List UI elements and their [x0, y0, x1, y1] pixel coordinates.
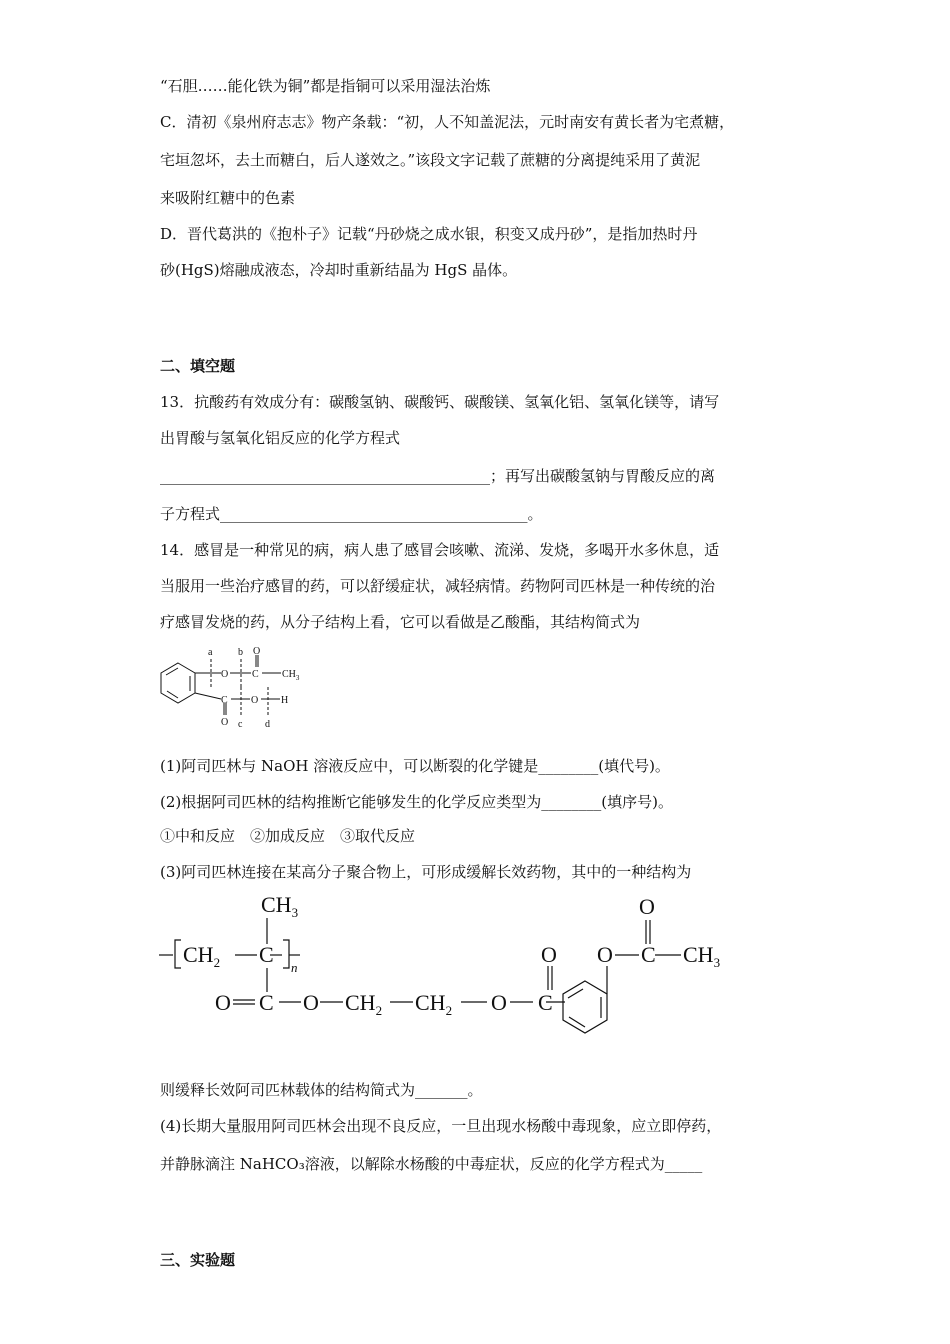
section-fill-in-title: 二、填空题	[160, 357, 236, 375]
q13-line-1: 13．抗酸药有效成分有：碳酸氢钠、碳酸钙、碳酸镁、氢氧化铝、氢氧化镁等，请写	[160, 393, 720, 411]
poly-ch3-top: $CH_3$	[261, 892, 299, 920]
option-b-tail: “石胆……能化铁为铜”都是指铜可以采用湿法治炼	[160, 77, 491, 95]
q13-line-4: 子方程式_________________________________________。	[160, 505, 543, 523]
poly-o-ester: O	[303, 990, 319, 1015]
atom-o-ester: O	[221, 669, 229, 680]
q14-part-3: (3)阿司匹林连接在某高分子聚合物上，可形成缓解长效药物，其中的一种结构为	[160, 863, 692, 881]
q14-part-1: (1)阿司匹林与 NaOH 溶液反应中，可以断裂的化学键是________(填代号)。	[160, 757, 670, 775]
section-experiment-title: 三、实验题	[160, 1251, 236, 1269]
option-d-line-2: 砂(HgS)熔融成液态，冷却时重新结晶为 HgS 晶体。	[160, 261, 518, 279]
aspirin-structure	[155, 645, 315, 735]
q14-line-3: 疗感冒发烧的药，从分子结构上看，它可以看做是乙酸酯，其结构简式为	[160, 613, 641, 631]
bond-label-c: c	[238, 719, 243, 730]
bond-label-a: a	[208, 647, 213, 658]
atom-c-carboxyl: C	[221, 695, 228, 706]
q14-options: ①中和反应 ②加成反应 ③取代反应	[160, 827, 416, 845]
bond-label-d: d	[265, 719, 270, 730]
polymer-aspirin-structure	[155, 888, 755, 1048]
poly-c-aryl-ester: C	[538, 990, 553, 1015]
poly-o-acetyl-top: O	[639, 894, 655, 919]
q14-part-3-answer: 则缓释长效阿司匹林载体的结构简式为_______。	[160, 1081, 483, 1099]
poly-o-link: O	[491, 990, 507, 1015]
q14-line-1: 14．感冒是一种常见的病，病人患了感冒会咳嗽、流涕、发烧，多喝开水多休息，适	[160, 541, 720, 559]
poly-o-carbonyl-2: O	[541, 942, 557, 967]
q14-line-2: 当服用一些治疗感冒的药，可以舒缓症状，减轻病情。药物阿司匹林是一种传统的治	[160, 577, 716, 595]
atom-o-top: O	[253, 646, 261, 657]
poly-repeat-n: n	[291, 960, 298, 975]
poly-c-main: C	[259, 942, 274, 967]
bond-label-b: b	[238, 647, 243, 658]
atom-o-carbonyl: O	[221, 717, 229, 728]
q13-line-2: 出胃酸与氢氧化铝反应的化学方程式	[160, 429, 401, 447]
q14-part-2: (2)根据阿司匹林的结构推断它能够发生的化学反应类型为________(填序号)。	[160, 793, 673, 811]
atom-o-hydroxyl: O	[251, 695, 259, 706]
atom-h: H	[281, 695, 289, 706]
option-c-line-1: C．清初《泉州府志志》物产条载：“初，人不知盖泥法，元时南安有黄长者为宅煮糖，	[160, 113, 735, 131]
option-c-line-2: 宅垣忽坏，去土而糖白，后人遂效之。”该段文字记载了蔗糖的分离提纯采用了黄泥	[160, 151, 701, 169]
poly-ch3-acetyl: $CH_3$	[683, 942, 721, 970]
poly-ch2: $CH_2$	[183, 942, 221, 970]
q14-part-4-line-1: (4)长期大量服用阿司匹林会出现不良反应，一旦出现水杨酸中毒现象，应立即停药，	[160, 1117, 722, 1135]
atom-c-acetyl: C	[252, 669, 259, 680]
q13-line-3: ____________________________________________；再写出碳酸氢钠与胃酸反应的离	[160, 467, 716, 485]
q14-part-4-line-2: 并静脉滴注 NaHCO₃溶液，以解除水杨酸的中毒症状，反应的化学方程式为_____	[160, 1155, 703, 1173]
poly-ch2-b: $CH_2$	[415, 990, 453, 1018]
poly-c-acetyl: C	[641, 942, 656, 967]
poly-o-carbonyl: O	[215, 990, 231, 1015]
option-c-line-3: 来吸附红糖中的色素	[160, 189, 296, 207]
atom-ch3: $CH_3$	[282, 669, 300, 682]
poly-c-ester: C	[259, 990, 274, 1015]
poly-o-acetoxy: O	[597, 942, 613, 967]
option-d-line-1: D．晋代葛洪的《抱朴子》记载“丹砂烧之成水银，积变又成丹砂”，是指加热时丹	[160, 225, 698, 243]
poly-ch2-a: $CH_2$	[345, 990, 383, 1018]
